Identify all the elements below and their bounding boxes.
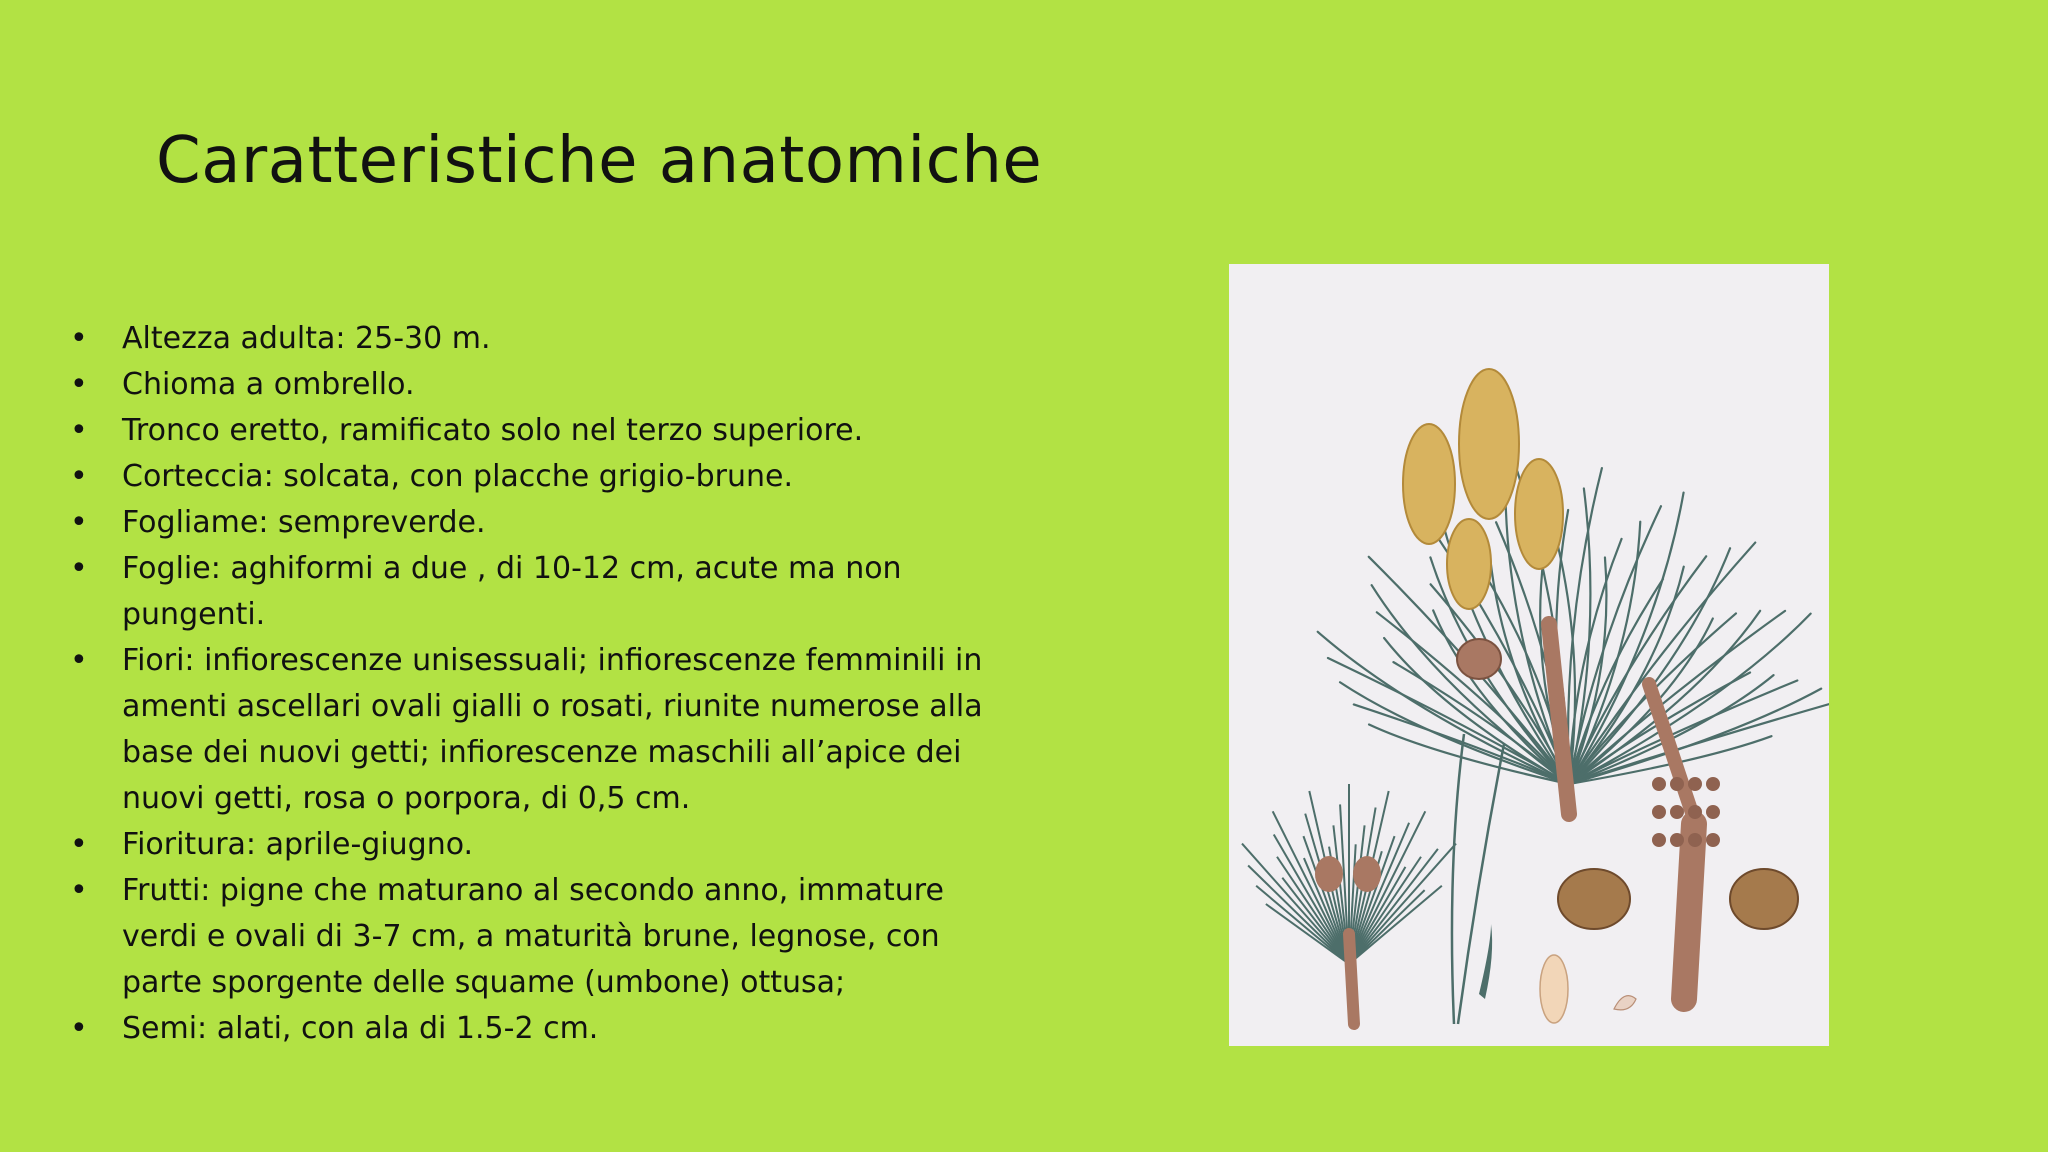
list-item-text: Fiori: infiorescenze unisessuali; infiorescenze femminili in amenti ascellari ovali gialli o rosati, riunite numerose alla base dei nuovi getti; infiorescenze maschili all’apice dei nuovi getti, rosa o porpora, di 0,5 cm. [122, 643, 983, 816]
pine-branch-illustration [1229, 264, 1829, 1046]
bullet-list [66, 316, 1006, 1052]
list-item-text: Chioma a ombrello. [122, 367, 415, 402]
list-item [66, 546, 1006, 638]
bullet-icon: • [70, 827, 88, 862]
bullet-icon: • [70, 459, 88, 494]
bullet-icon: • [70, 413, 88, 448]
bullet-icon: • [70, 1011, 88, 1046]
list-item [66, 868, 1006, 1006]
main-branch-icon [1318, 369, 1829, 814]
bullet-icon: • [70, 551, 88, 586]
list-item [66, 500, 1006, 546]
list-item-text: Semi: alati, con ala di 1.5-2 cm. [122, 1011, 599, 1046]
list-item [66, 454, 1006, 500]
small-branch-icon [1242, 734, 1504, 1024]
pine-branch-botanical-illustration-icon [1229, 264, 1829, 1046]
list-item-text: Frutti: pigne che maturano al secondo anno, immature verdi e ovali di 3-7 cm, a maturità brune, legnose, con parte sporgente delle squame (umbone) ottusa; [122, 873, 944, 1000]
list-item [66, 1006, 1006, 1052]
needle-detail-icon [1479, 924, 1636, 1023]
list-item [66, 362, 1006, 408]
bullet-icon: • [70, 505, 88, 540]
bullet-icon: • [70, 873, 88, 908]
bullet-icon: • [70, 643, 88, 678]
bullet-icon: • [70, 321, 88, 356]
list-item [66, 638, 1006, 822]
list-item [66, 316, 1006, 362]
bullet-icon: • [70, 367, 88, 402]
list-item [66, 822, 1006, 868]
list-item-text: Fogliame: sempreverde. [122, 505, 486, 540]
list-item-text: Foglie: aghiformi a due , di 10-12 cm, acute ma non pungenti. [122, 551, 902, 632]
list-item-text: Fioritura: aprile-giugno. [122, 827, 474, 862]
list-item-text: Altezza adulta: 25-30 m. [122, 321, 491, 356]
slide-title: Caratteristiche anatomiche [156, 124, 1043, 198]
list-item [66, 408, 1006, 454]
list-item-text: Corteccia: solcata, con placche grigio-brune. [122, 459, 794, 494]
list-item-text: Tronco eretto, ramificato solo nel terzo superiore. [122, 413, 864, 448]
